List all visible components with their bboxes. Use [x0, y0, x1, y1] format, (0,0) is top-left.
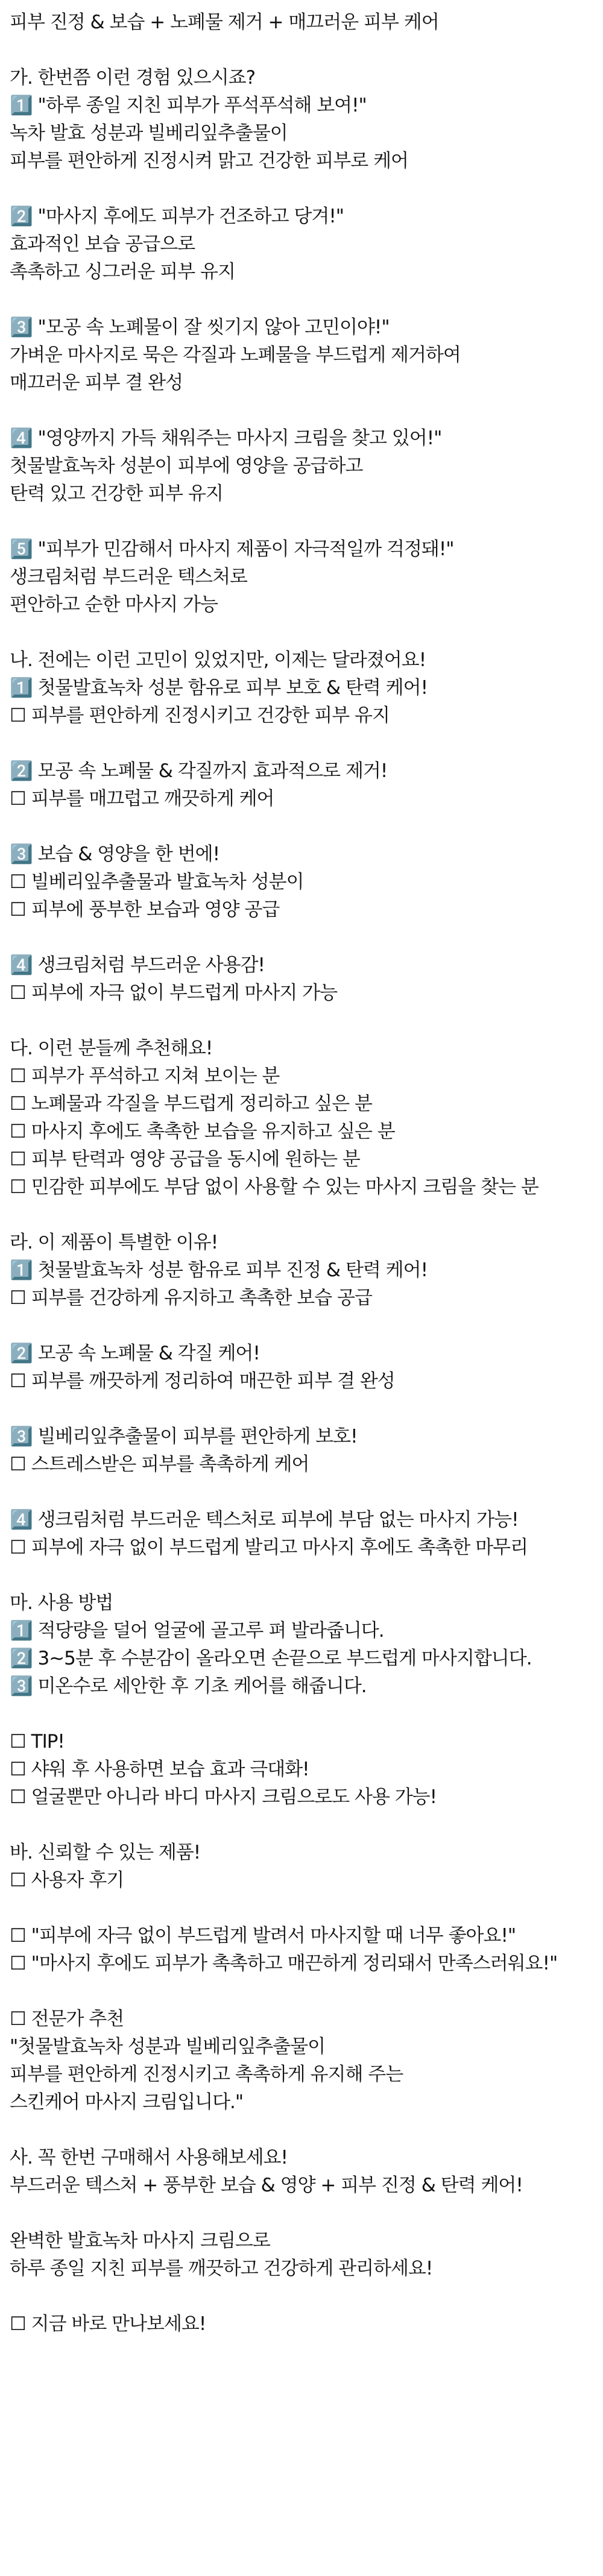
- section-heading: 다. 이런 분들께 추천해요!: [10, 1038, 213, 1059]
- text-line: 효과적인 보습 공급으로: [10, 233, 195, 255]
- text-line: 1️⃣ 첫물발효녹차 성분 함유로 피부 보호 & 탄력 케어!: [10, 677, 428, 699]
- section-heading: 나. 전에는 이런 고민이 있었지만, 이제는 달라졌어요!: [10, 649, 426, 671]
- checkbox-item: ☐ 스트레스받은 피부를 촉촉하게 케어: [10, 1453, 309, 1475]
- text-line: 피부를 편안하게 진정시키고 촉촉하게 유지해 주는: [10, 2064, 403, 2085]
- text-line: 첫물발효녹차 성분이 피부에 영양을 공급하고: [10, 455, 363, 477]
- text-line: 5️⃣ "피부가 민감해서 마사지 제품이 자극적일까 걱정돼!": [10, 538, 454, 560]
- checkbox-item: ☐ 노폐물과 각질을 부드럽게 정리하고 싶은 분: [10, 1093, 372, 1115]
- section-heading: 마. 사용 방법: [10, 1592, 113, 1614]
- text-line: 2️⃣ 모공 속 노폐물 & 각질 케어!: [10, 1343, 260, 1364]
- text-line: 가벼운 마사지로 묵은 각질과 노폐물을 부드럽게 제거하여: [10, 344, 461, 366]
- checkbox-item: ☐ TIP!: [10, 1731, 65, 1752]
- checkbox-item: ☐ 민감한 피부에도 부담 없이 사용할 수 있는 마사지 크림을 찾는 분: [10, 1176, 538, 1198]
- checkbox-item: ☐ 샤워 후 사용하면 보습 효과 극대화!: [10, 1759, 309, 1780]
- section-heading: 바. 신뢰할 수 있는 제품!: [10, 1842, 201, 1863]
- text-line: 3️⃣ 미온수로 세안한 후 기초 케어를 해줍니다.: [10, 1675, 367, 1697]
- text-line: 편안하고 순한 마사지 가능: [10, 594, 218, 616]
- text-line: 매끄러운 피부 결 완성: [10, 372, 183, 394]
- section-heading: 가. 한번쯤 이런 경험 있으시죠?: [10, 67, 256, 89]
- checkbox-item: ☐ "피부에 자극 없이 부드럽게 발려서 마사지할 때 너무 좋아요!": [10, 1925, 516, 1947]
- checkbox-item: ☐ 피부를 편안하게 진정시키고 건강한 피부 유지: [10, 705, 390, 726]
- text-line: 4️⃣ 생크림처럼 부드러운 텍스처로 피부에 부담 없는 마사지 가능!: [10, 1509, 519, 1531]
- checkbox-item: ☐ 피부를 건강하게 유지하고 촉촉한 보습 공급: [10, 1287, 372, 1309]
- text-line: 생크림처럼 부드러운 텍스처로: [10, 566, 248, 588]
- checkbox-item: ☐ 전문가 추천: [10, 2008, 124, 2030]
- checkbox-item: ☐ 피부를 깨끗하게 정리하여 매끈한 피부 결 완성: [10, 1370, 395, 1392]
- text-line: 1️⃣ 첫물발효녹차 성분 함유로 피부 진정 & 탄력 케어!: [10, 1259, 428, 1281]
- text-line: 완벽한 발효녹차 마사지 크림으로: [10, 2230, 270, 2252]
- checkbox-item: ☐ 피부에 풍부한 보습과 영양 공급: [10, 899, 280, 921]
- checkbox-item: ☐ 빌베리잎추출물과 발효녹차 성분이: [10, 871, 304, 893]
- text-line: 3️⃣ "모공 속 노폐물이 잘 씻기지 않아 고민이야!": [10, 316, 390, 338]
- section-heading: 사. 꼭 한번 구매해서 사용해보세요!: [10, 2147, 288, 2168]
- checkbox-item: ☐ 사용자 후기: [10, 1869, 124, 1891]
- document-title: 피부 진정 & 보습 + 노폐물 제거 + 매끄러운 피부 케어: [10, 11, 439, 33]
- text-line: 스킨케어 마사지 크림입니다.": [10, 2091, 244, 2113]
- text-line: 녹차 발효 성분과 빌베리잎추출물이: [10, 122, 288, 144]
- text-line: 2️⃣ 모공 속 노폐물 & 각질까지 효과적으로 제거!: [10, 760, 388, 782]
- text-line: 탄력 있고 건강한 피부 유지: [10, 483, 223, 505]
- text-line: 3️⃣ 빌베리잎추출물이 피부를 편안하게 보호!: [10, 1426, 358, 1447]
- text-line: 1️⃣ 적당량을 덜어 얼굴에 골고루 펴 발라줍니다.: [10, 1620, 384, 1642]
- text-line: "첫물발효녹차 성분과 빌베리잎추출물이: [10, 2036, 326, 2058]
- text-line: 2️⃣ "마사지 후에도 피부가 건조하고 당겨!": [10, 206, 344, 227]
- text-line: 하루 종일 지친 피부를 깨끗하고 건강하게 관리하세요!: [10, 2258, 433, 2279]
- text-line: 1️⃣ "하루 종일 지친 피부가 푸석푸석해 보여!": [10, 95, 367, 116]
- text-line: 2️⃣ 3~5분 후 수분감이 올라오면 손끝으로 부드럽게 마사지합니다.: [10, 1648, 532, 1669]
- checkbox-item: ☐ 피부를 매끄럽고 깨끗하게 케어: [10, 788, 274, 810]
- text-line: 4️⃣ 생크림처럼 부드러운 사용감!: [10, 954, 265, 976]
- checkbox-item: ☐ 얼굴뿐만 아니라 바디 마사지 크림으로도 사용 가능!: [10, 1786, 437, 1808]
- text-line: 3️⃣ 보습 & 영양을 한 번에!: [10, 843, 220, 865]
- text-line: 부드러운 텍스처 + 풍부한 보습 & 영양 + 피부 진정 & 탄력 케어!: [10, 2174, 523, 2196]
- text-line: 촉촉하고 싱그러운 피부 유지: [10, 261, 235, 283]
- section-heading: 라. 이 제품이 특별한 이유!: [10, 1232, 218, 1253]
- checkbox-item: ☐ "마사지 후에도 피부가 촉촉하고 매끈하게 정리돼서 만족스러워요!": [10, 1953, 558, 1974]
- checkbox-item: ☐ 마사지 후에도 촉촉한 보습을 유지하고 싶은 분: [10, 1121, 395, 1142]
- checkbox-item: ☐ 피부가 푸석하고 지쳐 보이는 분: [10, 1065, 280, 1087]
- checkbox-item: ☐ 피부에 자극 없이 부드럽게 발리고 마사지 후에도 촉촉한 마무리: [10, 1537, 528, 1558]
- checkbox-item: ☐ 지금 바로 만나보세요!: [10, 2313, 206, 2335]
- text-line: 4️⃣ "영양까지 가득 채워주는 마사지 크림을 찾고 있어!": [10, 427, 442, 449]
- checkbox-item: ☐ 피부에 자극 없이 부드럽게 마사지 가능: [10, 982, 338, 1004]
- checkbox-item: ☐ 피부 탄력과 영양 공급을 동시에 원하는 분: [10, 1148, 360, 1170]
- text-line: 피부를 편안하게 진정시켜 맑고 건강한 피부로 케어: [10, 150, 408, 172]
